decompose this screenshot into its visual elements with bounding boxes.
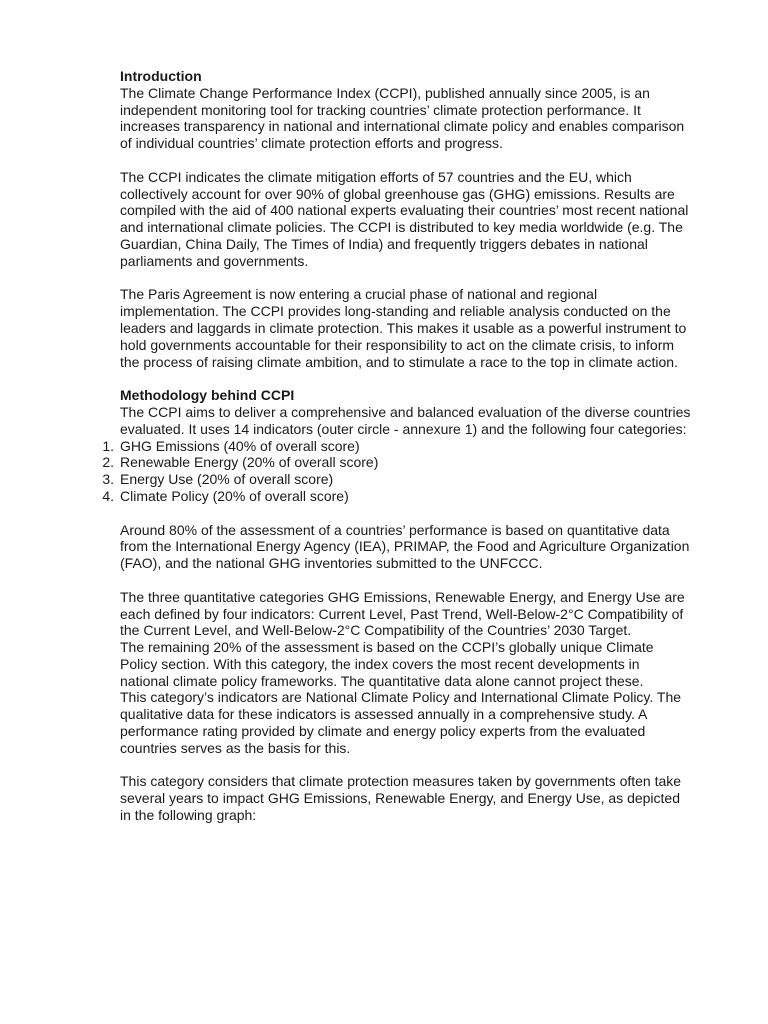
categories-list bbox=[102, 437, 692, 505]
spacer bbox=[120, 270, 692, 287]
introduction-heading: Introduction bbox=[120, 68, 202, 84]
methodology-paragraph-1: The CCPI aims to deliver a comprehensive and balanced evaluation of the diverse countries evaluated. It uses 14 indicators (outer circle - annexure 1) and the following four categories: bbox=[120, 403, 691, 437]
list-item bbox=[102, 487, 692, 505]
methodology-paragraph-5: This category’s indicators are National Climate Policy and International Climate Policy. The qualitative data for these indicators is assessed annually in a comprehensive study. A performance rating provided by climate and energy policy experts from the evaluated countries serves as the basis for this. bbox=[120, 689, 682, 756]
list-item-number: 4. bbox=[102, 487, 114, 504]
list-item-number: 2. bbox=[102, 454, 114, 471]
list-item bbox=[102, 454, 692, 471]
list-item-number: 1. bbox=[102, 437, 114, 454]
intro-paragraph-1: The Climate Change Performance Index (CCPI), published annually since 2005, is an independent monitoring tool for tracking countries’ climate protection performance. It increases transparency in national and international climate policy and enables comparison of individual countries’ climate protection efforts and progress. bbox=[120, 84, 685, 152]
list-item bbox=[102, 471, 692, 488]
methodology-paragraph-3: The three quantitative categories GHG Emissions, Renewable Energy, and Energy Use are each defined by four indicators: Current Level, Past Trend, Well-Below-2°C Compatibility of the Current Level, and Well-Below-2°C Compatibility of the Countries’ 2030 Target. bbox=[120, 588, 685, 639]
spacer bbox=[120, 572, 692, 589]
list-item-text: Energy Use (20% of overall score) bbox=[120, 471, 334, 488]
list-item-text: Climate Policy (20% of overall score) bbox=[120, 487, 349, 504]
spacer bbox=[120, 152, 692, 169]
spacer bbox=[120, 505, 692, 522]
spacer bbox=[120, 370, 692, 387]
spacer bbox=[120, 757, 692, 774]
intro-paragraph-2: The CCPI indicates the climate mitigation efforts of 57 countries and the EU, which collectively account for over 90% of global greenhouse gas (GHG) emissions. Results are compiled with the aid of 400 national experts evaluating their countries’ most recent national and international climate policies. The CCPI is distributed to key media worldwide (e.g. The Guardian, China Daily, The Times of India) and frequently triggers debates in national parliaments and governments. bbox=[120, 168, 689, 269]
list-item-text: GHG Emissions (40% of overall score) bbox=[120, 437, 360, 454]
methodology-paragraph-4: The remaining 20% of the assessment is based on the CCPI’s globally unique Climate Policy section. With this category, the index covers the most recent developments in national climate policy frameworks. The quantitative data alone cannot project these. bbox=[120, 639, 654, 689]
methodology-paragraph-6: This category considers that climate protection measures taken by governments often take several years to impact GHG Emissions, Renewable Energy, and Energy Use, as depicted in the following graph: bbox=[120, 773, 682, 824]
methodology-paragraph-2: Around 80% of the assessment of a countries’ performance is based on quantitative data from the International Energy Agency (IEA), PRIMAP, the Food and Agriculture Organization (FAO), and the national GHG inventories submitted to the UNFCCC. bbox=[120, 521, 690, 572]
intro-paragraph-3: The Paris Agreement is now entering a crucial phase of national and regional implementation. The CCPI provides long-standing and reliable analysis conducted on the leaders and laggards in climate protection. This makes it usable as a powerful instrument to hold governments accountable for their responsibility to act on the climate crisis, to inform the process of raising climate ambition, and to stimulate a race to the top in climate action. bbox=[120, 286, 687, 370]
list-item-number: 3. bbox=[102, 471, 114, 488]
list-item bbox=[102, 437, 692, 455]
document-page bbox=[102, 68, 692, 824]
list-item-text: Renewable Energy (20% of overall score) bbox=[120, 454, 379, 471]
methodology-heading: Methodology behind CCPI bbox=[120, 387, 295, 404]
